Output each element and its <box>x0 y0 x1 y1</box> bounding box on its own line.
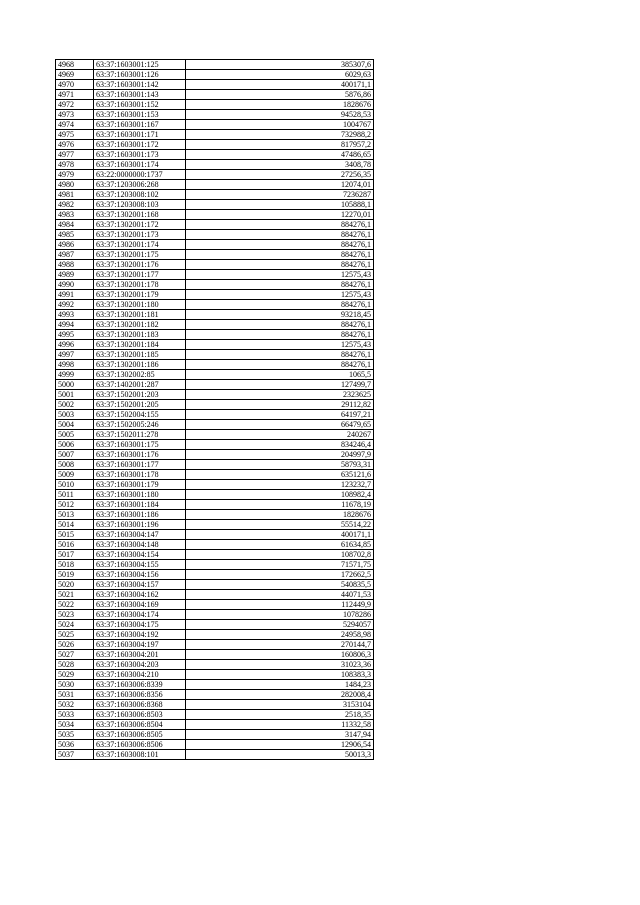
row-number-cell: 5014 <box>56 520 94 530</box>
row-number-cell: 4989 <box>56 270 94 280</box>
cadastral-number-cell: 63:37:1603001:184 <box>94 500 186 510</box>
cadastral-number-cell: 63:37:1302001:172 <box>94 220 186 230</box>
cadastral-number-cell: 63:37:1603001:176 <box>94 450 186 460</box>
table-row <box>56 130 374 140</box>
table-row <box>56 720 374 730</box>
cadastral-number-cell: 63:37:1603001:143 <box>94 90 186 100</box>
table-row <box>56 320 374 330</box>
table-row <box>56 330 374 340</box>
row-number-cell: 4985 <box>56 230 94 240</box>
value-cell: 12074,01 <box>186 180 374 190</box>
value-cell: 127499,7 <box>186 380 374 390</box>
value-cell: 71571,75 <box>186 560 374 570</box>
value-cell: 12575,43 <box>186 270 374 280</box>
table-row <box>56 520 374 530</box>
value-cell: 108982,4 <box>186 490 374 500</box>
value-cell: 12575,43 <box>186 340 374 350</box>
row-number-cell: 5003 <box>56 410 94 420</box>
cadastral-number-cell: 63:37:1603004:162 <box>94 590 186 600</box>
row-number-cell: 5032 <box>56 700 94 710</box>
value-cell: 2323625 <box>186 390 374 400</box>
cadastral-number-cell: 63:37:1603001:178 <box>94 470 186 480</box>
cadastral-number-cell: 63:37:1302001:174 <box>94 240 186 250</box>
row-number-cell: 5029 <box>56 670 94 680</box>
value-cell: 1004767 <box>186 120 374 130</box>
cadastral-number-cell: 63:37:1603004:157 <box>94 580 186 590</box>
row-number-cell: 5013 <box>56 510 94 520</box>
row-number-cell: 4981 <box>56 190 94 200</box>
cadastral-number-cell: 63:37:1603004:174 <box>94 610 186 620</box>
table-row <box>56 300 374 310</box>
cadastral-number-cell: 63:37:1603001:196 <box>94 520 186 530</box>
row-number-cell: 5028 <box>56 660 94 670</box>
row-number-cell: 5036 <box>56 740 94 750</box>
row-number-cell: 5023 <box>56 610 94 620</box>
cadastral-number-cell: 63:37:1603006:8503 <box>94 710 186 720</box>
row-number-cell: 4986 <box>56 240 94 250</box>
table-row <box>56 530 374 540</box>
cadastral-number-cell: 63:37:1302001:177 <box>94 270 186 280</box>
value-cell: 884276,1 <box>186 360 374 370</box>
value-cell: 94528,53 <box>186 110 374 120</box>
value-cell: 123232,7 <box>186 480 374 490</box>
row-number-cell: 5000 <box>56 380 94 390</box>
value-cell: 66479,65 <box>186 420 374 430</box>
value-cell: 93218,45 <box>186 310 374 320</box>
cadastral-number-cell: 63:37:1302001:182 <box>94 320 186 330</box>
table-row <box>56 470 374 480</box>
table-row <box>56 170 374 180</box>
value-cell: 1828676 <box>186 100 374 110</box>
table-row <box>56 580 374 590</box>
cadastral-number-cell: 63:37:1203008:102 <box>94 190 186 200</box>
row-number-cell: 5035 <box>56 730 94 740</box>
row-number-cell: 4971 <box>56 90 94 100</box>
value-cell: 3153104 <box>186 700 374 710</box>
table-row <box>56 740 374 750</box>
table-row <box>56 600 374 610</box>
cadastral-number-cell: 63:37:1302001:179 <box>94 290 186 300</box>
table-row <box>56 390 374 400</box>
value-cell: 29112,82 <box>186 400 374 410</box>
row-number-cell: 5027 <box>56 650 94 660</box>
table-row <box>56 150 374 160</box>
table-row <box>56 730 374 740</box>
table-row <box>56 90 374 100</box>
value-cell: 31023,36 <box>186 660 374 670</box>
value-cell: 58793,31 <box>186 460 374 470</box>
table-row <box>56 240 374 250</box>
cadastral-number-cell: 63:37:1502011:278 <box>94 430 186 440</box>
row-number-cell: 5010 <box>56 480 94 490</box>
table-row <box>56 620 374 630</box>
value-cell: 635121,6 <box>186 470 374 480</box>
cadastral-number-cell: 63:37:1302001:168 <box>94 210 186 220</box>
value-cell: 204997,9 <box>186 450 374 460</box>
row-number-cell: 5034 <box>56 720 94 730</box>
table-row <box>56 110 374 120</box>
row-number-cell: 5007 <box>56 450 94 460</box>
value-cell: 7236287 <box>186 190 374 200</box>
value-cell: 884276,1 <box>186 320 374 330</box>
cadastral-number-cell: 63:37:1302001:183 <box>94 330 186 340</box>
row-number-cell: 5016 <box>56 540 94 550</box>
table-row <box>56 400 374 410</box>
table-row <box>56 200 374 210</box>
value-cell: 540835,5 <box>186 580 374 590</box>
row-number-cell: 4980 <box>56 180 94 190</box>
value-cell: 1484,23 <box>186 680 374 690</box>
table-row <box>56 250 374 260</box>
value-cell: 5876,86 <box>186 90 374 100</box>
value-cell: 400171,1 <box>186 80 374 90</box>
cadastral-number-cell: 63:37:1603001:171 <box>94 130 186 140</box>
value-cell: 24958,98 <box>186 630 374 640</box>
table-row <box>56 360 374 370</box>
table-row <box>56 190 374 200</box>
table-row <box>56 230 374 240</box>
row-number-cell: 4992 <box>56 300 94 310</box>
cadastral-number-cell: 63:37:1603001:186 <box>94 510 186 520</box>
row-number-cell: 5005 <box>56 430 94 440</box>
table-row <box>56 630 374 640</box>
row-number-cell: 4977 <box>56 150 94 160</box>
cadastral-value-table <box>55 59 374 760</box>
cadastral-number-cell: 63:37:1603001:152 <box>94 100 186 110</box>
table-row <box>56 640 374 650</box>
row-number-cell: 5037 <box>56 750 94 760</box>
row-number-cell: 4978 <box>56 160 94 170</box>
cadastral-number-cell: 63:37:1603004:156 <box>94 570 186 580</box>
value-cell: 11678,19 <box>186 500 374 510</box>
row-number-cell: 4979 <box>56 170 94 180</box>
table-row <box>56 460 374 470</box>
row-number-cell: 5009 <box>56 470 94 480</box>
value-cell: 884276,1 <box>186 220 374 230</box>
cadastral-number-cell: 63:37:1603001:126 <box>94 70 186 80</box>
row-number-cell: 4972 <box>56 100 94 110</box>
value-cell: 44071,53 <box>186 590 374 600</box>
cadastral-number-cell: 63:37:1603001:153 <box>94 110 186 120</box>
value-cell: 834246,4 <box>186 440 374 450</box>
cadastral-number-cell: 63:37:1302001:176 <box>94 260 186 270</box>
table-row <box>56 280 374 290</box>
row-number-cell: 4968 <box>56 60 94 70</box>
table-row <box>56 220 374 230</box>
table-row <box>56 590 374 600</box>
table-row <box>56 210 374 220</box>
cadastral-number-cell: 63:37:1603004:175 <box>94 620 186 630</box>
row-number-cell: 4987 <box>56 250 94 260</box>
cadastral-number-cell: 63:37:1302001:184 <box>94 340 186 350</box>
value-cell: 884276,1 <box>186 260 374 270</box>
row-number-cell: 5001 <box>56 390 94 400</box>
table-row <box>56 550 374 560</box>
row-number-cell: 4993 <box>56 310 94 320</box>
value-cell: 6029,63 <box>186 70 374 80</box>
cadastral-number-cell: 63:37:1603004:192 <box>94 630 186 640</box>
table-row <box>56 680 374 690</box>
value-cell: 1065,5 <box>186 370 374 380</box>
value-cell: 884276,1 <box>186 280 374 290</box>
table-row <box>56 560 374 570</box>
row-number-cell: 5026 <box>56 640 94 650</box>
cadastral-number-cell: 63:37:1302001:185 <box>94 350 186 360</box>
table-row <box>56 690 374 700</box>
cadastral-number-cell: 63:37:1603004:148 <box>94 540 186 550</box>
cadastral-number-cell: 63:37:1302001:178 <box>94 280 186 290</box>
row-number-cell: 4996 <box>56 340 94 350</box>
value-cell: 3408,78 <box>186 160 374 170</box>
value-cell: 2518,35 <box>186 710 374 720</box>
table-row <box>56 270 374 280</box>
row-number-cell: 5020 <box>56 580 94 590</box>
table-row <box>56 410 374 420</box>
row-number-cell: 4997 <box>56 350 94 360</box>
value-cell: 400171,1 <box>186 530 374 540</box>
cadastral-number-cell: 63:37:1603006:8339 <box>94 680 186 690</box>
value-cell: 160806,3 <box>186 650 374 660</box>
table-row <box>56 340 374 350</box>
row-number-cell: 5024 <box>56 620 94 630</box>
cadastral-number-cell: 63:37:1603001:174 <box>94 160 186 170</box>
row-number-cell: 4974 <box>56 120 94 130</box>
value-cell: 55514,22 <box>186 520 374 530</box>
cadastral-number-cell: 63:37:1603004:154 <box>94 550 186 560</box>
table-row <box>56 310 374 320</box>
cadastral-number-cell: 63:37:1302001:180 <box>94 300 186 310</box>
table-row <box>56 370 374 380</box>
cadastral-number-cell: 63:37:1603004:155 <box>94 560 186 570</box>
row-number-cell: 4969 <box>56 70 94 80</box>
row-number-cell: 4990 <box>56 280 94 290</box>
value-cell: 240267 <box>186 430 374 440</box>
row-number-cell: 5018 <box>56 560 94 570</box>
cadastral-number-cell: 63:37:1603006:8504 <box>94 720 186 730</box>
table-row <box>56 260 374 270</box>
table-row <box>56 350 374 360</box>
cadastral-number-cell: 63:37:1203006:268 <box>94 180 186 190</box>
row-number-cell: 5006 <box>56 440 94 450</box>
value-cell: 385307,6 <box>186 60 374 70</box>
value-cell: 884276,1 <box>186 250 374 260</box>
table-row <box>56 420 374 430</box>
cadastral-number-cell: 63:37:1603006:8505 <box>94 730 186 740</box>
table-row <box>56 670 374 680</box>
value-cell: 3147,94 <box>186 730 374 740</box>
cadastral-number-cell: 63:37:1603008:101 <box>94 750 186 760</box>
cadastral-number-cell: 63:37:1603006:8506 <box>94 740 186 750</box>
value-cell: 884276,1 <box>186 300 374 310</box>
table-row <box>56 710 374 720</box>
row-number-cell: 4983 <box>56 210 94 220</box>
value-cell: 61634,85 <box>186 540 374 550</box>
value-cell: 50013,3 <box>186 750 374 760</box>
table-row <box>56 100 374 110</box>
row-number-cell: 4999 <box>56 370 94 380</box>
value-cell: 12906,54 <box>186 740 374 750</box>
row-number-cell: 4995 <box>56 330 94 340</box>
value-cell: 817957,2 <box>186 140 374 150</box>
table-row <box>56 570 374 580</box>
cadastral-number-cell: 63:37:1302001:186 <box>94 360 186 370</box>
row-number-cell: 4998 <box>56 360 94 370</box>
value-cell: 884276,1 <box>186 330 374 340</box>
row-number-cell: 5022 <box>56 600 94 610</box>
table-row <box>56 450 374 460</box>
row-number-cell: 5031 <box>56 690 94 700</box>
row-number-cell: 5019 <box>56 570 94 580</box>
row-number-cell: 5017 <box>56 550 94 560</box>
value-cell: 1078286 <box>186 610 374 620</box>
cadastral-number-cell: 63:37:1502001:205 <box>94 400 186 410</box>
table-row <box>56 180 374 190</box>
table-body <box>56 60 374 760</box>
value-cell: 5294057 <box>186 620 374 630</box>
row-number-cell: 4994 <box>56 320 94 330</box>
value-cell: 884276,1 <box>186 230 374 240</box>
cadastral-number-cell: 63:37:1603001:172 <box>94 140 186 150</box>
cadastral-number-cell: 63:37:1603004:197 <box>94 640 186 650</box>
row-number-cell: 5021 <box>56 590 94 600</box>
table-row <box>56 380 374 390</box>
value-cell: 64197,21 <box>186 410 374 420</box>
value-cell: 108702,8 <box>186 550 374 560</box>
row-number-cell: 5011 <box>56 490 94 500</box>
value-cell: 47486,65 <box>186 150 374 160</box>
row-number-cell: 4984 <box>56 220 94 230</box>
row-number-cell: 4982 <box>56 200 94 210</box>
value-cell: 105888,1 <box>186 200 374 210</box>
row-number-cell: 4975 <box>56 130 94 140</box>
table-row <box>56 430 374 440</box>
table-row <box>56 480 374 490</box>
cadastral-number-cell: 63:37:1603006:8356 <box>94 690 186 700</box>
cadastral-number-cell: 63:37:1603004:210 <box>94 670 186 680</box>
cadastral-number-cell: 63:37:1603001:125 <box>94 60 186 70</box>
value-cell: 172662,5 <box>186 570 374 580</box>
cadastral-number-cell: 63:37:1603006:8368 <box>94 700 186 710</box>
value-cell: 11332,58 <box>186 720 374 730</box>
cadastral-number-cell: 63:37:1603001:180 <box>94 490 186 500</box>
row-number-cell: 5033 <box>56 710 94 720</box>
value-cell: 884276,1 <box>186 240 374 250</box>
table-row <box>56 160 374 170</box>
row-number-cell: 5002 <box>56 400 94 410</box>
cadastral-number-cell: 63:37:1603001:167 <box>94 120 186 130</box>
cadastral-number-cell: 63:37:1302002:85 <box>94 370 186 380</box>
value-cell: 12270,01 <box>186 210 374 220</box>
cadastral-number-cell: 63:37:1603001:175 <box>94 440 186 450</box>
table-row <box>56 440 374 450</box>
cadastral-number-cell: 63:22:0000000:1737 <box>94 170 186 180</box>
cadastral-number-cell: 63:37:1203008:103 <box>94 200 186 210</box>
cadastral-number-cell: 63:37:1502001:203 <box>94 390 186 400</box>
row-number-cell: 5025 <box>56 630 94 640</box>
table-row <box>56 70 374 80</box>
row-number-cell: 4991 <box>56 290 94 300</box>
cadastral-number-cell: 63:37:1603004:203 <box>94 660 186 670</box>
table-row <box>56 500 374 510</box>
value-cell: 732988,2 <box>186 130 374 140</box>
table-row <box>56 750 374 760</box>
cadastral-number-cell: 63:37:1603001:173 <box>94 150 186 160</box>
value-cell: 884276,1 <box>186 350 374 360</box>
table-row <box>56 120 374 130</box>
row-number-cell: 5004 <box>56 420 94 430</box>
cadastral-number-cell: 63:37:1402001:287 <box>94 380 186 390</box>
table-row <box>56 540 374 550</box>
row-number-cell: 5008 <box>56 460 94 470</box>
cadastral-number-cell: 63:37:1603004:147 <box>94 530 186 540</box>
cadastral-number-cell: 63:37:1502005:246 <box>94 420 186 430</box>
table-row <box>56 660 374 670</box>
cadastral-number-cell: 63:37:1603001:177 <box>94 460 186 470</box>
cadastral-number-cell: 63:37:1302001:173 <box>94 230 186 240</box>
cadastral-number-cell: 63:37:1603004:169 <box>94 600 186 610</box>
table-row <box>56 510 374 520</box>
row-number-cell: 4988 <box>56 260 94 270</box>
row-number-cell: 4970 <box>56 80 94 90</box>
cadastral-number-cell: 63:37:1302001:181 <box>94 310 186 320</box>
table-row <box>56 700 374 710</box>
value-cell: 282008,4 <box>186 690 374 700</box>
table-row <box>56 650 374 660</box>
value-cell: 112449,9 <box>186 600 374 610</box>
table-row <box>56 60 374 70</box>
row-number-cell: 5030 <box>56 680 94 690</box>
row-number-cell: 4976 <box>56 140 94 150</box>
value-cell: 270144,7 <box>186 640 374 650</box>
row-number-cell: 5012 <box>56 500 94 510</box>
table-row <box>56 140 374 150</box>
value-cell: 1828676 <box>186 510 374 520</box>
cadastral-number-cell: 63:37:1603004:201 <box>94 650 186 660</box>
table-row <box>56 490 374 500</box>
value-cell: 12575,43 <box>186 290 374 300</box>
table-row <box>56 610 374 620</box>
row-number-cell: 5015 <box>56 530 94 540</box>
table-row <box>56 80 374 90</box>
cadastral-number-cell: 63:37:1603001:179 <box>94 480 186 490</box>
value-cell: 27256,35 <box>186 170 374 180</box>
cadastral-number-cell: 63:37:1603001:142 <box>94 80 186 90</box>
row-number-cell: 4973 <box>56 110 94 120</box>
cadastral-number-cell: 63:37:1302001:175 <box>94 250 186 260</box>
cadastral-number-cell: 63:37:1502004:155 <box>94 410 186 420</box>
table-row <box>56 290 374 300</box>
value-cell: 108383,3 <box>186 670 374 680</box>
